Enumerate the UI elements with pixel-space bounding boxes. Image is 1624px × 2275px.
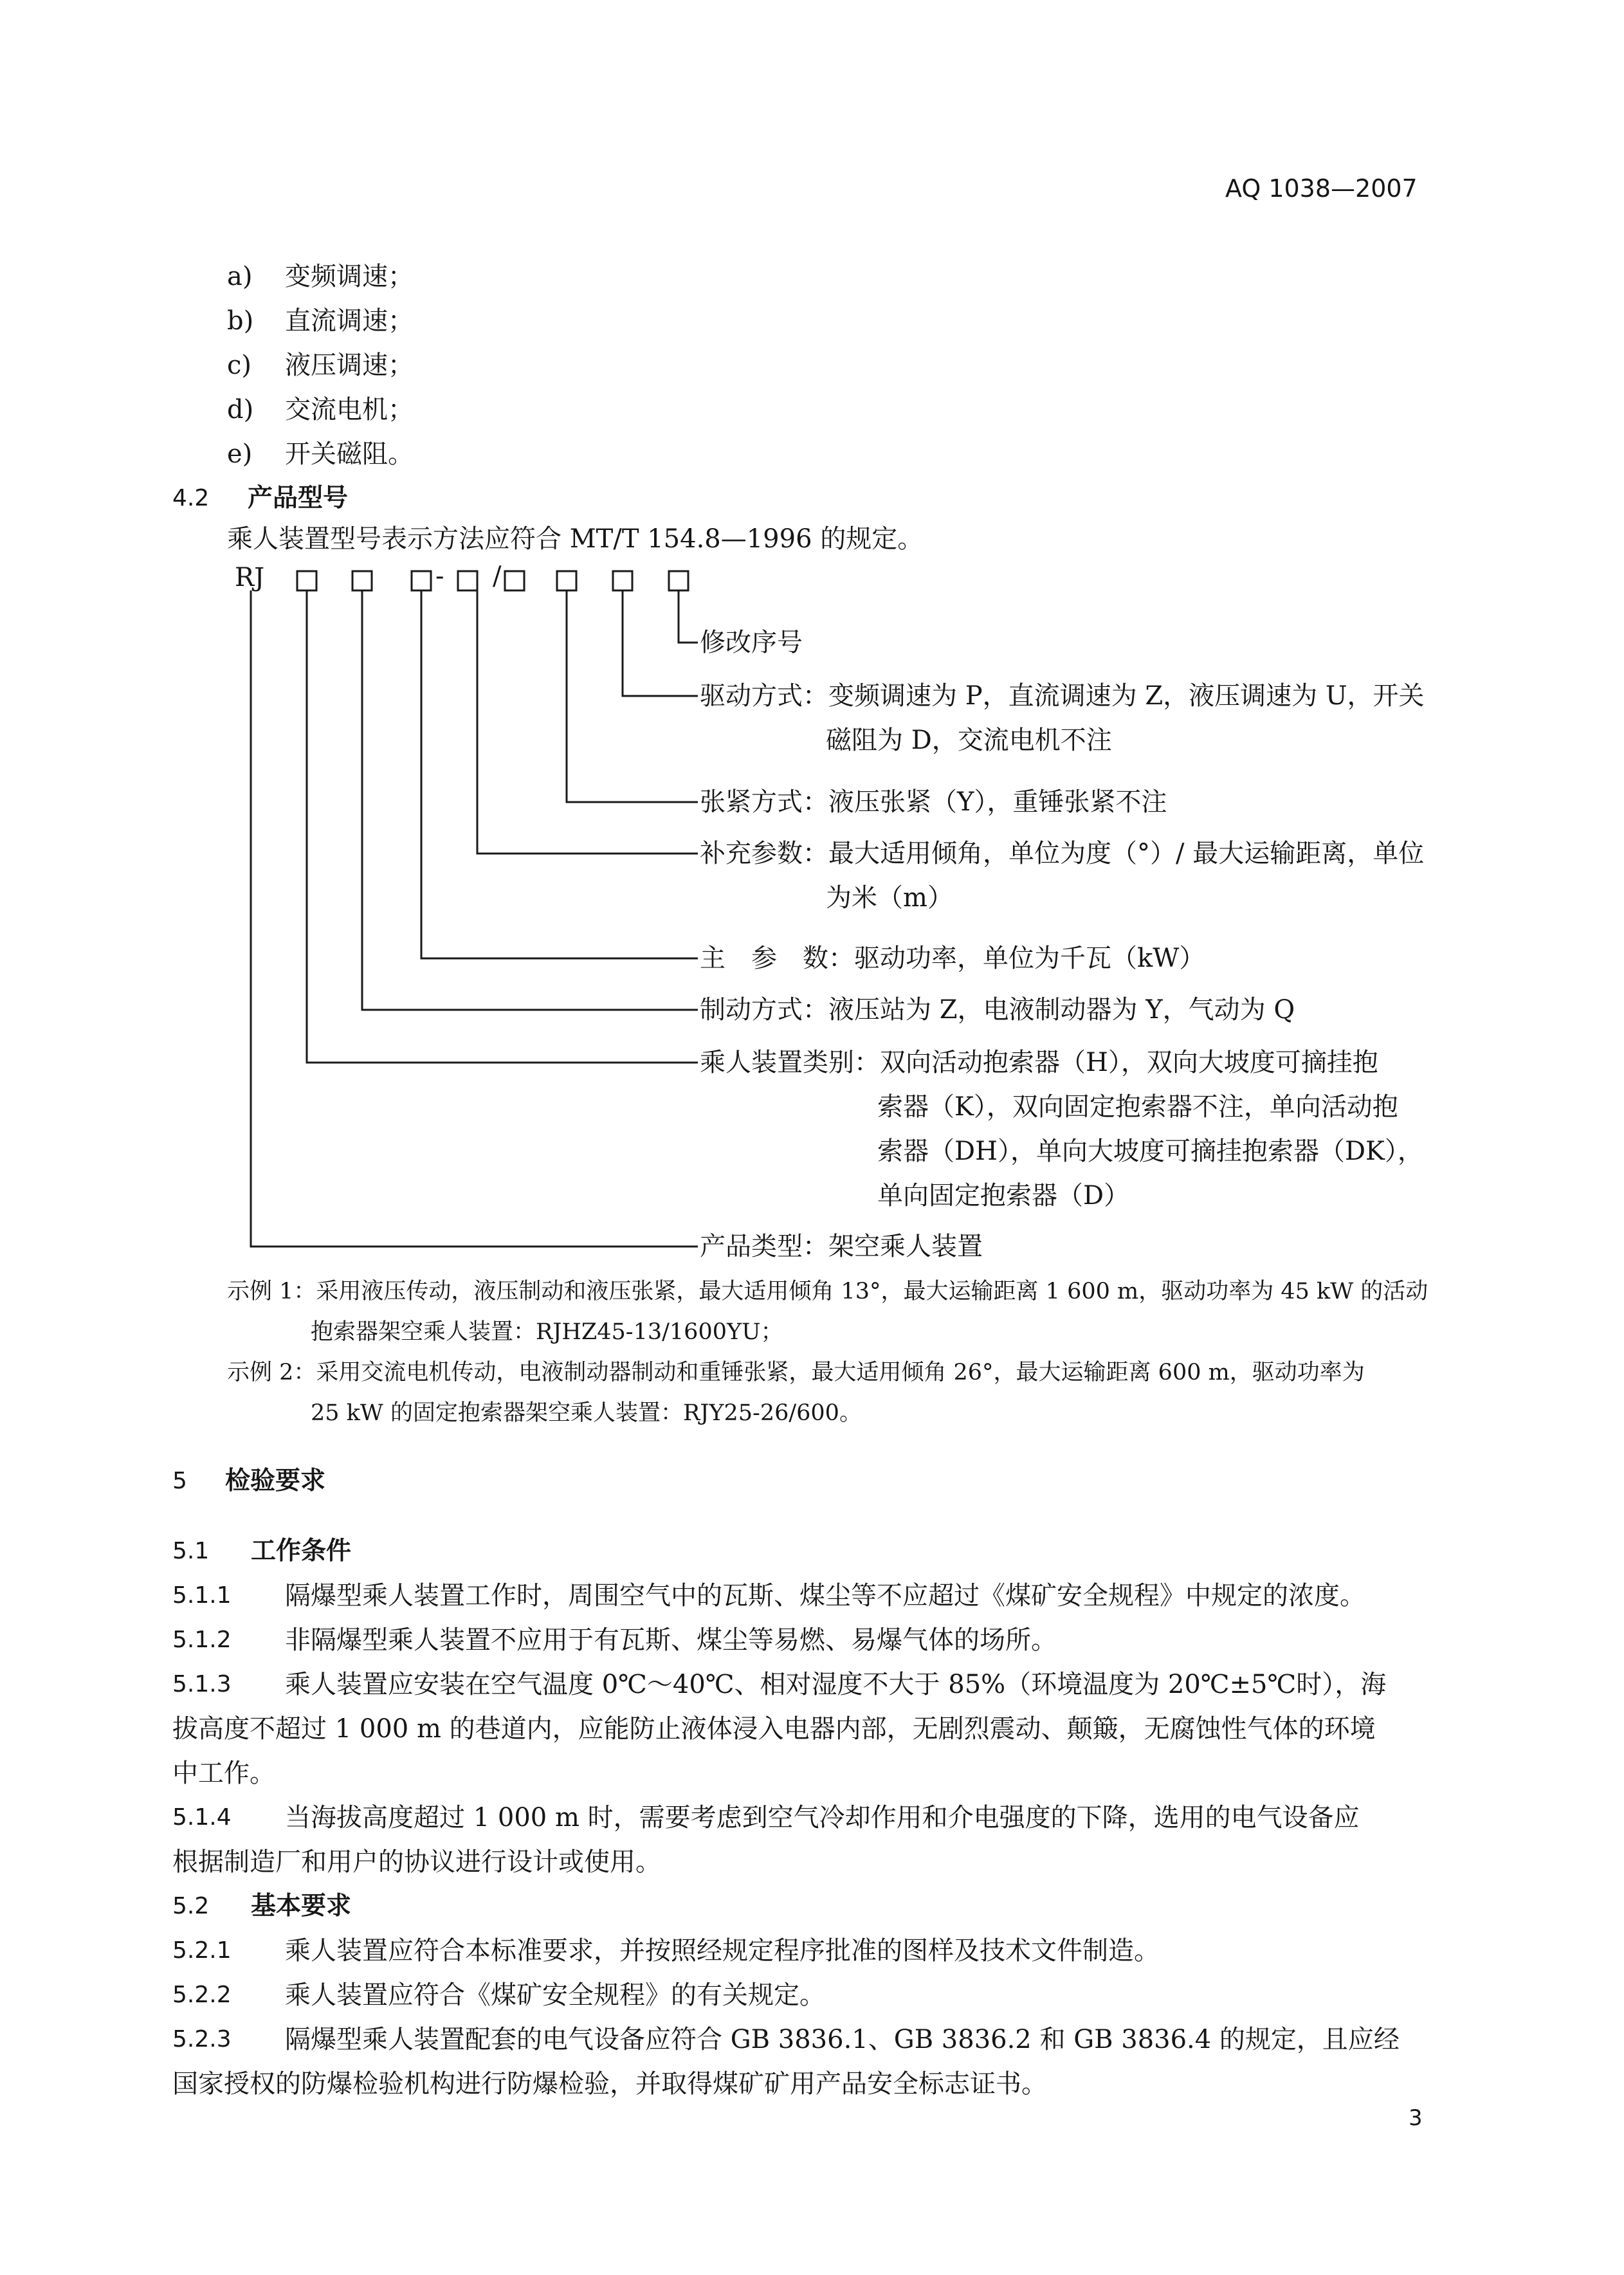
clause-number: 5.2.3 xyxy=(172,2026,232,2052)
clause-text-cont: 中工作。 xyxy=(172,1759,275,1788)
section-title: 基本要求 xyxy=(251,1892,352,1921)
clause-number: 5.1.4 xyxy=(172,1804,232,1831)
list-item-text: 变频调速； xyxy=(285,262,414,291)
placeholder-box xyxy=(613,571,632,590)
model-dash: - xyxy=(435,562,444,591)
clause-text: 当海拔高度超过 1 000 m 时，需要考虑到空气冷却作用和介电强度的下降，选用的电气设备应 xyxy=(285,1803,1360,1832)
example-1: 示例 1：采用液压传动，液压制动和液压张紧，最大适用倾角 13°，最大运输距离 1 600 m，驱动功率为 45 kW 的活动 xyxy=(227,1279,1428,1304)
example-2: 示例 2：采用交流电机传动，电液制动器制动和重锤张紧，最大适用倾角 26°，最大运输距离 600 m，驱动功率为 xyxy=(227,1360,1365,1385)
model-prefix: RJ xyxy=(235,563,265,592)
section-number: 5 xyxy=(172,1468,187,1494)
label-main-param: 主 参 数：驱动功率，单位为千瓦（kW） xyxy=(700,944,1205,973)
clause-number: 5.1.3 xyxy=(172,1671,232,1697)
label-device-category: 乘人装置类别：双向活动抱索器（H），双向大坡度可摘挂抱 xyxy=(700,1048,1378,1077)
clause-text: 乘人装置应符合《煤矿安全规程》的有关规定。 xyxy=(285,1980,825,2010)
list-label: b) xyxy=(227,306,254,336)
clause-number: 5.1.2 xyxy=(172,1627,232,1653)
section-title: 工作条件 xyxy=(251,1537,352,1566)
label-device-category-cont: 索器（DH），单向大坡度可摘挂抱索器（DK）， xyxy=(877,1137,1423,1166)
connector-line xyxy=(477,590,698,854)
section-intro: 乘人装置型号表示方法应符合 MT/T 154.8—1996 的规定。 xyxy=(227,524,924,554)
connector-line xyxy=(567,590,698,802)
label-extra-params-cont: 为米（m） xyxy=(826,883,953,913)
clause-text: 非隔爆型乘人装置不应用于有瓦斯、煤尘等易燃、易爆气体的场所。 xyxy=(285,1625,1057,1655)
placeholder-box xyxy=(557,571,576,590)
list-label: d) xyxy=(227,395,254,425)
list-item-text: 直流调速； xyxy=(285,306,414,336)
list-label: c) xyxy=(227,351,252,380)
clause-number: 5.2.2 xyxy=(172,1982,232,2008)
example-1-cont: 抱索器架空乘人装置：RJHZ45-13/1600YU； xyxy=(311,1319,783,1345)
connector-line xyxy=(362,590,698,1010)
label-extra-params: 补充参数：最大适用倾角，单位为度（°）/ 最大运输距离，单位 xyxy=(700,839,1425,868)
clause-number: 5.2.1 xyxy=(172,1937,232,1964)
clause-text-cont: 根据制造厂和用户的协议进行设计或使用。 xyxy=(172,1847,661,1877)
placeholder-box xyxy=(669,571,688,590)
list-item-text: 液压调速； xyxy=(285,351,414,380)
connector-line xyxy=(623,590,698,696)
placeholder-box xyxy=(412,571,431,590)
section-title: 产品型号 xyxy=(248,484,349,513)
connector-line xyxy=(421,590,698,958)
clause-text-cont: 国家授权的防爆检验机构进行防爆检验，并取得煤矿矿用产品安全标志证书。 xyxy=(172,2069,1047,2099)
section-number: 5.1 xyxy=(172,1538,210,1564)
section-number: 4.2 xyxy=(172,485,210,511)
clause-number: 5.1.1 xyxy=(172,1582,232,1609)
clause-text: 乘人装置应符合本标准要求，并按照经规定程序批准的图样及技术文件制造。 xyxy=(285,1936,1160,1966)
list-item-text: 开关磁阻。 xyxy=(285,439,414,469)
label-brake-mode: 制动方式：液压站为 Z，电液制动器为 Y，气动为 Q xyxy=(700,995,1295,1025)
example-2-cont: 25 kW 的固定抱索器架空乘人装置：RJY25-26/600。 xyxy=(311,1400,862,1426)
clause-text-cont: 拔高度不超过 1 000 m 的巷道内，应能防止液体浸入电器内部，无剧烈震动、颠簸，无腐蚀性气体的环境 xyxy=(172,1714,1376,1744)
list-label: a) xyxy=(227,262,253,291)
connector-line xyxy=(307,590,698,1063)
label-drive-mode: 驱动方式：变频调速为 P，直流调速为 Z，液压调速为 U，开关 xyxy=(700,681,1425,711)
placeholder-box xyxy=(352,571,372,590)
placeholder-box xyxy=(297,571,316,590)
model-slash: / xyxy=(493,562,502,591)
connector-line xyxy=(679,590,698,643)
label-tension-mode: 张紧方式：液压张紧（Y），重锤张紧不注 xyxy=(700,787,1167,817)
label-drive-mode-cont: 磁阻为 D，交流电机不注 xyxy=(826,726,1112,755)
label-revision-number: 修改序号 xyxy=(700,628,803,657)
list-item xyxy=(227,257,252,296)
section-title: 检验要求 xyxy=(225,1466,326,1495)
connector-line xyxy=(251,590,698,1247)
list-label: e) xyxy=(227,439,253,469)
section-number: 5.2 xyxy=(172,1893,210,1919)
label-device-category-cont: 索器（K），双向固定抱索器不注，单向活动抱 xyxy=(877,1092,1398,1122)
placeholder-box xyxy=(458,571,477,590)
page-number: 3 xyxy=(1409,2105,1423,2131)
placeholder-box xyxy=(505,571,524,590)
standard-code: AQ 1038—2007 xyxy=(1225,174,1418,203)
clause-text: 隔爆型乘人装置工作时，周围空气中的瓦斯、煤尘等不应超过《煤矿安全规程》中规定的浓度。 xyxy=(285,1581,1365,1611)
clause-text: 乘人装置应安装在空气温度 0℃～40℃、相对湿度不大于 85%（环境温度为 20℃±5℃时），海 xyxy=(285,1670,1387,1699)
list-item-text: 交流电机； xyxy=(285,395,414,425)
label-device-category-cont: 单向固定抱索器（D） xyxy=(877,1181,1130,1211)
label-product-type: 产品类型：架空乘人装置 xyxy=(700,1232,983,1261)
clause-text: 隔爆型乘人装置配套的电气设备应符合 GB 3836.1、GB 3836.2 和 GB 3836.4 的规定，且应经 xyxy=(285,2025,1400,2054)
